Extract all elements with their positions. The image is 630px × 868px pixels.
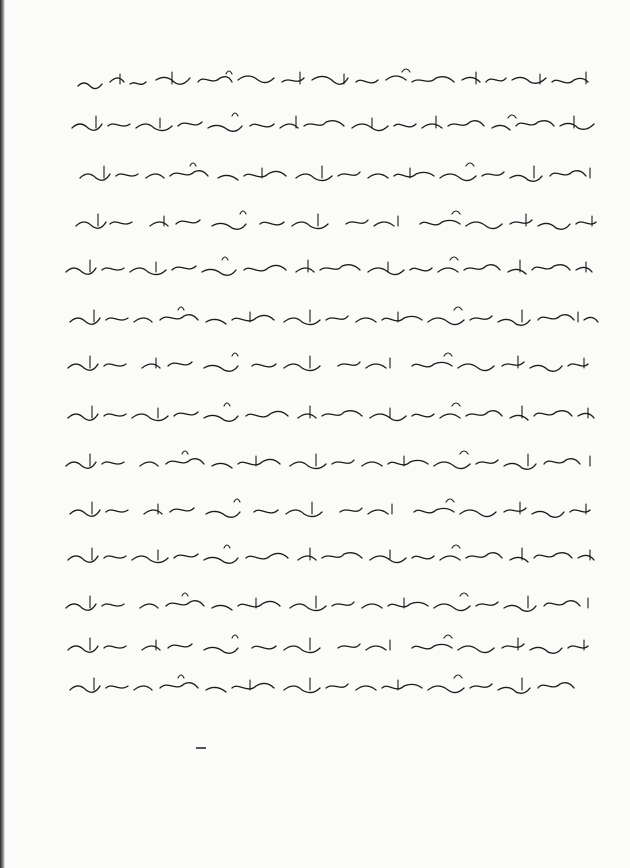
handwritten-line-9	[66, 451, 590, 469]
handwritten-line-7	[68, 353, 588, 371]
handwritten-line-10	[70, 499, 590, 517]
handwritten-line-2	[72, 113, 594, 131]
handwritten-line-5	[66, 257, 592, 275]
handwritten-line-12	[66, 593, 588, 611]
end-mark	[196, 747, 206, 749]
handwritten-line-8	[68, 403, 594, 421]
handwritten-line-4	[76, 211, 596, 229]
handwritten-line-1	[78, 69, 588, 89]
handwritten-line-3	[80, 163, 590, 181]
handwritten-line-14	[70, 675, 574, 693]
handwritten-line-13	[68, 635, 588, 653]
handwritten-line-11	[68, 545, 594, 563]
handwritten-line-6	[70, 307, 598, 325]
